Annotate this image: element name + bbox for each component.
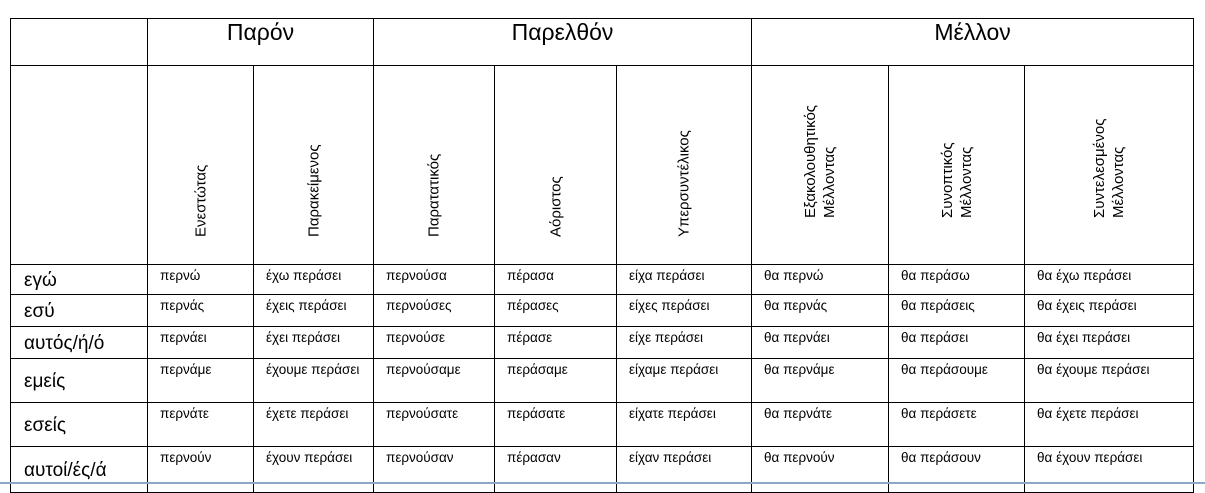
form-cell: θα περάσετε: [889, 403, 1025, 447]
tense-cell: [254, 66, 374, 265]
form-cell: έχω περάσει: [254, 265, 374, 295]
form-cell: θα περνάμε: [752, 359, 889, 403]
form-cell: έχει περάσει: [254, 327, 374, 359]
form-cell: έχουν περάσει: [254, 447, 374, 493]
form-cell: θα περάσουμε: [889, 359, 1025, 403]
tense-corner-cell: [11, 66, 148, 265]
tense-label: Συντελεσμένος Μέλλοντας: [1091, 118, 1128, 218]
form-cell: θα περνάς: [752, 295, 889, 327]
form-cell: θα περνάει: [752, 327, 889, 359]
form-cell: θα έχουν περάσει: [1025, 447, 1194, 493]
form-cell: περνούσες: [374, 295, 495, 327]
tense-cell: [617, 66, 752, 265]
tense-label: Εξακολουθητικός Μέλλοντας: [802, 104, 839, 218]
tense-label: Αόριστος: [547, 176, 565, 237]
form-cell: περάσαμε: [495, 359, 617, 403]
form-cell: πέρασε: [495, 327, 617, 359]
table-row: [11, 295, 1194, 327]
form-cell: περνώ: [148, 265, 254, 295]
form-cell: περνάει: [148, 327, 254, 359]
header-past: Παρελθόν: [374, 19, 752, 66]
form-cell: περάσατε: [495, 403, 617, 447]
table-row: [11, 447, 1194, 493]
form-cell: πέρασες: [495, 295, 617, 327]
form-cell: θα έχεις περάσει: [1025, 295, 1194, 327]
tense-cell: [495, 66, 617, 265]
pronoun-cell: αυτός/ή/ό: [11, 327, 148, 359]
form-cell: έχουμε περάσει: [254, 359, 374, 403]
form-cell: θα περνάτε: [752, 403, 889, 447]
tense-label: Ενεστώτας: [192, 164, 209, 237]
tense-cell: [1025, 66, 1194, 265]
form-cell: είχαμε περάσει: [617, 359, 752, 403]
form-cell: έχεις περάσει: [254, 295, 374, 327]
form-cell: περνούσαν: [374, 447, 495, 493]
tense-label: Υπερσυντέλικος: [675, 130, 693, 237]
tense-label: Παρατατικός: [425, 153, 443, 237]
tense-name-row: [11, 66, 1194, 265]
header-future: Μέλλον: [752, 19, 1194, 66]
form-cell: περνούσατε: [374, 403, 495, 447]
form-cell: πέρασα: [495, 265, 617, 295]
pronoun-cell: εγώ: [11, 265, 148, 295]
form-cell: θα περάσεις: [889, 295, 1025, 327]
form-cell: θα έχει περάσει: [1025, 327, 1194, 359]
tense-cell: [148, 66, 254, 265]
form-cell: περνούσε: [374, 327, 495, 359]
form-cell: θα περνούν: [752, 447, 889, 493]
tense-cell: [374, 66, 495, 265]
tense-label: Συνοπτικός Μέλλοντας: [938, 142, 975, 218]
form-cell: θα έχω περάσει: [1025, 265, 1194, 295]
pronoun-cell: εσείς: [11, 403, 148, 447]
pronoun-cell: εμείς: [11, 359, 148, 403]
tense-cell: [752, 66, 889, 265]
form-cell: θα περνώ: [752, 265, 889, 295]
time-header-row: [11, 19, 1194, 66]
form-cell: περνούσαμε: [374, 359, 495, 403]
header-present: Παρόν: [148, 19, 374, 66]
form-cell: θα περάσει: [889, 327, 1025, 359]
tense-label: Παρακείμενος: [305, 144, 322, 237]
form-cell: περνάτε: [148, 403, 254, 447]
form-cell: περνάς: [148, 295, 254, 327]
form-cell: θα περάσω: [889, 265, 1025, 295]
conjugation-table: [10, 18, 1194, 493]
form-cell: θα έχουμε περάσει: [1025, 359, 1194, 403]
table-row: [11, 359, 1194, 403]
table-row: [11, 265, 1194, 295]
form-cell: θα έχετε περάσει: [1025, 403, 1194, 447]
form-cell: περνάμε: [148, 359, 254, 403]
form-cell: περνούσα: [374, 265, 495, 295]
table-row: [11, 403, 1194, 447]
pronoun-cell: εσύ: [11, 295, 148, 327]
tense-cell: [889, 66, 1025, 265]
form-cell: είχε περάσει: [617, 327, 752, 359]
form-cell: είχαν περάσει: [617, 447, 752, 493]
form-cell: θα περάσουν: [889, 447, 1025, 493]
form-cell: είχατε περάσει: [617, 403, 752, 447]
page-bottom-border: [0, 482, 1205, 484]
form-cell: έχετε περάσει: [254, 403, 374, 447]
table-row: [11, 327, 1194, 359]
form-cell: πέρασαν: [495, 447, 617, 493]
pronoun-cell: αυτοί/ές/ά: [11, 447, 148, 493]
form-cell: είχες περάσει: [617, 295, 752, 327]
form-cell: περνούν: [148, 447, 254, 493]
form-cell: είχα περάσει: [617, 265, 752, 295]
corner-cell: [11, 19, 148, 66]
